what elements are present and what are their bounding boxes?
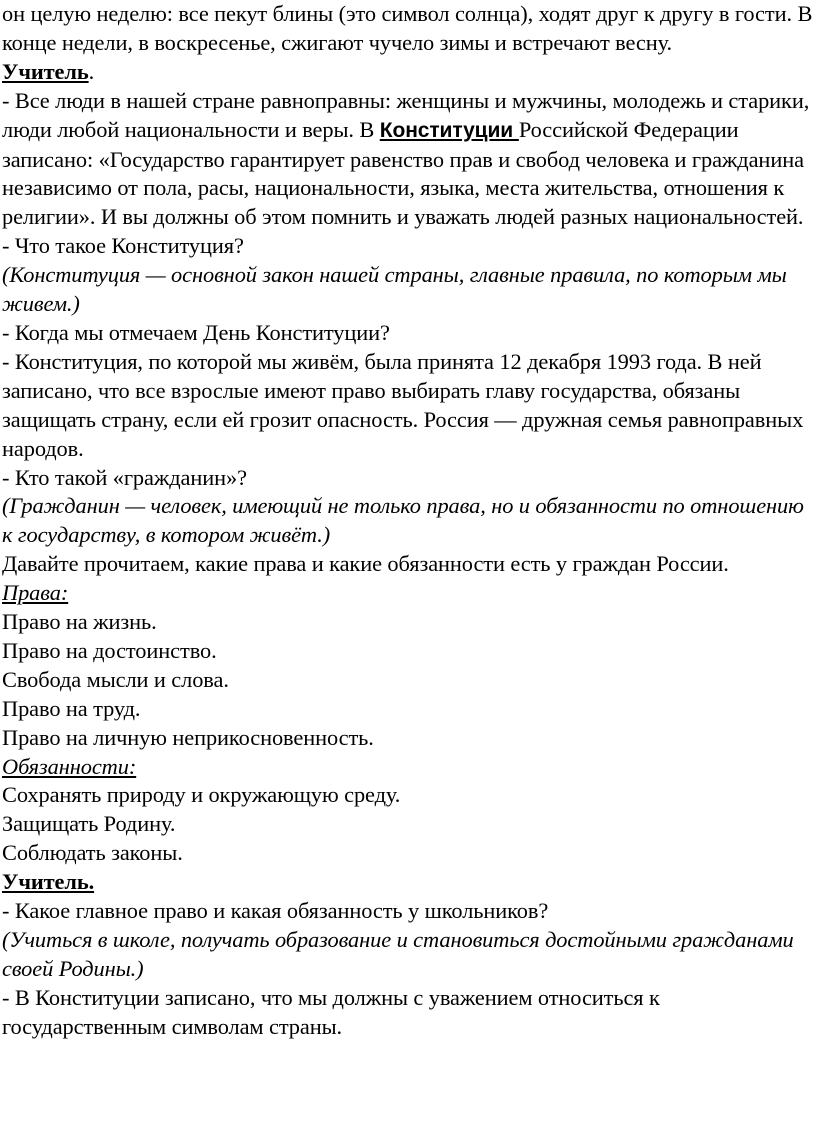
rights-heading	[2, 579, 814, 608]
duties-item: Сохранять природу и окружающую среду.	[2, 782, 401, 808]
teacher-label: Учитель	[2, 58, 89, 84]
constitution-link-word: Конституции	[379, 118, 519, 142]
answer-citizen: (Гражданин — человек, имеющий не только права, но и обязанности по отношению к государству, в котором живёт.)	[2, 493, 804, 548]
answer-constitution: (Конституция — основной закон нашей страны, главные правила, по которым мы живем.)	[2, 262, 787, 317]
duties-item: Соблюдать законы.	[2, 840, 183, 866]
duties-heading-text: Обязанности:	[2, 753, 137, 779]
rights-heading-text: Права:	[2, 580, 69, 606]
question-constitution-day: - Когда мы отмечаем День Конституции?	[2, 319, 390, 345]
question-students: - Какое главное право и какая обязанность у школьников?	[2, 898, 549, 924]
rights-item: Право на личную неприкосновенность.	[2, 724, 374, 750]
equality-paragraph	[2, 87, 814, 233]
intro-paragraph: он целую неделю: все пекут блины (это символ солнца), ходят друг к другу в гости. В конце недели, в воскресенье, сжигают чучело зимы и встречают весну.	[2, 1, 813, 55]
rights-item: Свобода мысли и слова.	[2, 666, 229, 692]
teacher-heading	[2, 58, 814, 87]
duties-heading	[2, 753, 814, 782]
constitution-adopted-paragraph: - Конституция, по которой мы живём, была принята 12 декабря 1993 года. В ней записано, что все взрослые имеют право выбирать главу государства, обязаны защищать страну, если ей грозит опасность. Россия — дружная семья равноправных народов.	[2, 348, 804, 461]
rights-item: Право на жизнь.	[2, 609, 157, 635]
equality-text-before: - Все люди в нашей стране равноправны: женщины и мужчины, молодежь и старики, люди любой национальности и веры. В	[2, 87, 810, 142]
teacher-label-2: Учитель.	[2, 869, 95, 895]
rights-item: Право на труд.	[2, 695, 141, 721]
question-constitution: - Что такое Конституция?	[2, 233, 244, 259]
read-rights-prompt: Давайте прочитаем, какие права и какие обязанности есть у граждан России.	[2, 551, 729, 577]
equality-text-after: Российской Федерации записано: «Государство гарантирует равенство прав и свобод человека и гражданина независимо от пола, расы, национальности, языка, места жительства, отношения к религии». И вы должны об этом помнить и уважать людей разных национальностей.	[2, 116, 804, 230]
question-citizen: - Кто такой «гражданин»?	[2, 464, 247, 490]
teacher-heading-2	[2, 868, 814, 897]
symbols-statement: - В Конституции записано, что мы должны с уважением относиться к государственным символам страны.	[2, 984, 660, 1039]
duties-item: Защищать Родину.	[2, 811, 176, 837]
answer-students: (Учиться в школе, получать образование и становиться достойными гражданами своей Родины.)	[2, 927, 794, 981]
teacher-label-suffix: .	[88, 58, 95, 84]
rights-item: Право на достоинство.	[2, 637, 217, 663]
